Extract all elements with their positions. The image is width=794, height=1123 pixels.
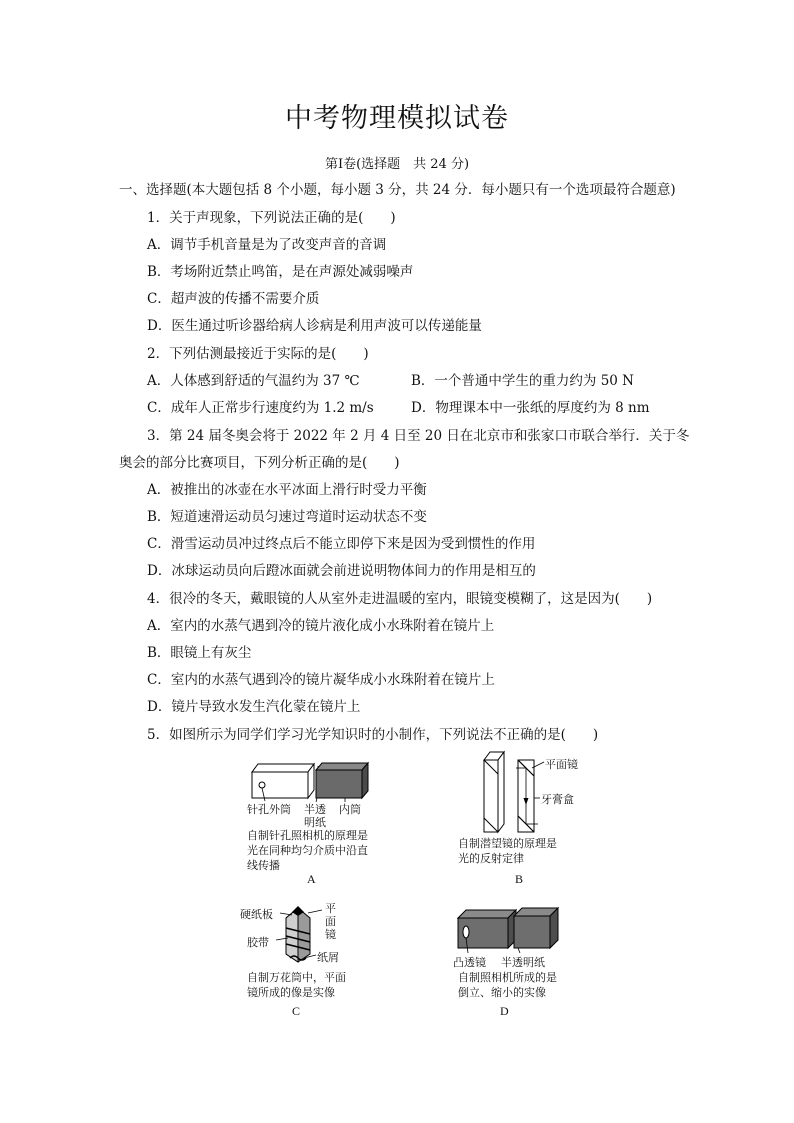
fig-b-label-mirror: 平面镜 xyxy=(545,758,578,771)
q1-option-b: B．考场附近禁止鸣笛，是在声源处减弱噪声 xyxy=(147,264,414,280)
fig-a-caption-1: 自制针孔照相机的原理是 xyxy=(247,829,368,842)
fig-c-label-confetti: 纸屑 xyxy=(317,951,339,964)
fig-d-label-paper: 半透明纸 xyxy=(501,956,545,969)
fig-c-letter: C xyxy=(292,1004,301,1018)
fig-b-letter: B xyxy=(515,872,524,886)
fig-d-caption-2: 倒立、缩小的实像 xyxy=(458,986,546,999)
q2-option-c: C．成年人正常步行速度约为 1.2 m/s xyxy=(147,400,374,416)
q2-option-d: D．物理课本中一张纸的厚度约为 8 nm xyxy=(411,400,650,416)
fig-c-label-cardboard: 硬纸板 xyxy=(240,908,273,921)
q3-option-c: C．滑雪运动员冲过终点后不能立即停下来是因为受到惯性的作用 xyxy=(147,536,536,552)
q1-option-a: A．调节手机音量是为了改变声音的音调 xyxy=(147,237,387,253)
q2-option-a: A．人体感到舒适的气温约为 37 ℃ xyxy=(147,373,360,389)
fig-a-caption-3: 线传播 xyxy=(247,859,280,872)
q1-stem: 1．关于声现象，下列说法正确的是( ) xyxy=(147,210,396,226)
q2-stem: 2．下列估测最接近于实际的是( ) xyxy=(147,346,369,362)
q4-option-a: A．室内的水蒸气遇到冷的镜片液化成小水珠附着在镜片上 xyxy=(147,618,495,634)
q1-option-d: D．医生通过听诊器给病人诊病是利用声波可以传递能量 xyxy=(147,318,482,334)
fig-a-caption-2: 光在同种均匀介质中沿直 xyxy=(247,844,368,857)
fig-c-caption-1: 自制万花筒中，平面 xyxy=(247,971,346,984)
q4-option-c: C．室内的水蒸气遇到冷的镜片凝华成小水珠附着在镜片上 xyxy=(147,672,495,688)
q3-stem-line2: 奥会的部分比赛项目，下列分析正确的是( ) xyxy=(119,455,400,471)
q1-option-c: C．超声波的传播不需要介质 xyxy=(147,291,320,307)
fig-a-label-paper-1: 半透 xyxy=(304,803,326,816)
fig-a-label-inner-tube: 内筒 xyxy=(339,803,361,816)
q4-option-b: B．眼镜上有灰尘 xyxy=(147,645,252,661)
q3-option-a: A．被推出的冰壶在水平冰面上滑行时受力平衡 xyxy=(147,482,427,498)
q5-stem: 5．如图所示为同学们学习光学知识时的小制作，下列说法不正确的是( ) xyxy=(147,727,599,743)
fig-d-letter: D xyxy=(500,1004,509,1018)
q3-option-d: D．冰球运动员向后蹬冰面就会前进说明物体间力的作用是相互的 xyxy=(147,563,536,579)
q3-option-b: B．短道速滑运动员匀速过弯道时运动状态不变 xyxy=(147,509,427,525)
fig-c-label-tape: 胶带 xyxy=(247,936,269,949)
fig-b-caption-2: 光的反射定律 xyxy=(458,852,524,865)
part-heading: 第Ⅰ卷(选择题 共 24 分) xyxy=(324,157,470,172)
q3-stem-line1: 3．第 24 届冬奥会将于 2022 年 2 月 4 日至 20 日在北京市和张家口市联合举行．关于冬 xyxy=(147,428,690,444)
fig-c-label-flat-3: 镜 xyxy=(325,928,336,941)
fig-a-label-paper-2: 明纸 xyxy=(304,816,326,829)
exam-title: 中考物理模拟试卷 xyxy=(285,103,509,134)
fig-c-label-flat-1: 平 xyxy=(325,902,336,915)
fig-a-label-outer-tube: 针孔外筒 xyxy=(247,803,291,816)
q4-stem: 4．很冷的冬天，戴眼镜的人从室外走进温暖的室内，眼镜变模糊了，这是因为( ) xyxy=(147,591,653,607)
fig-c-caption-2: 镜所成的像是实像 xyxy=(247,986,335,999)
q2-option-b: B．一个普通中学生的重力约为 50 N xyxy=(411,373,634,389)
section-heading: 一、选择题(本大题包括 8 个小题，每小题 3 分，共 24 分．每小题只有一个选项最符合题意) xyxy=(119,182,676,198)
fig-b-caption-1: 自制潜望镜的原理是 xyxy=(458,837,557,850)
fig-a-letter: A xyxy=(307,872,316,886)
fig-d-label-lens: 凸透镜 xyxy=(453,956,486,969)
fig-d-caption-1: 自制照相机所成的是 xyxy=(458,971,557,984)
fig-c-label-flat-2: 面 xyxy=(325,915,336,928)
fig-b-label-box: 牙膏盒 xyxy=(541,793,574,806)
q4-option-d: D．镜片导致水发生汽化蒙在镜片上 xyxy=(147,699,361,715)
